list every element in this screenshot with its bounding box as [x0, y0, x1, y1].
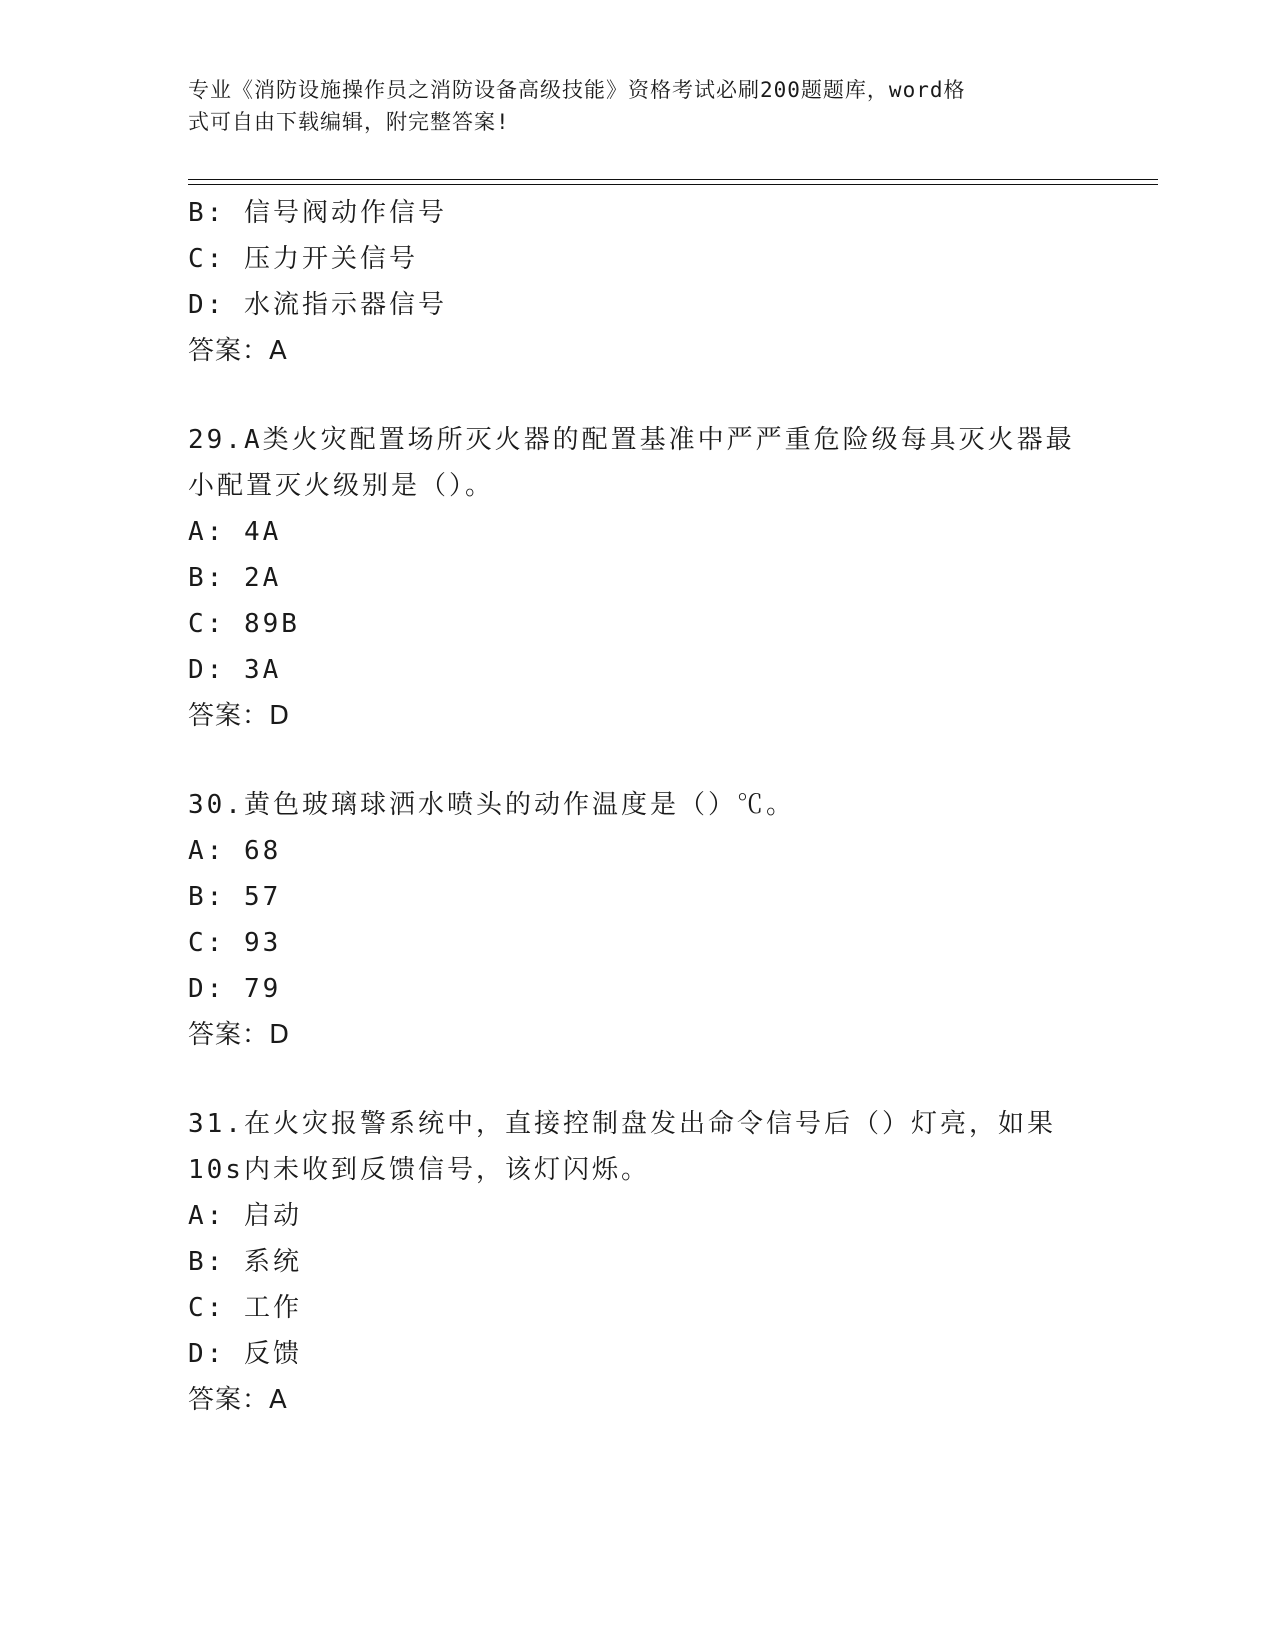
- option-d: D: 水流指示器信号: [188, 290, 447, 320]
- question-30: [188, 782, 1088, 1058]
- header-line-2: 式可自由下载编辑，附完整答案!: [188, 110, 510, 134]
- option-d: D: 反馈: [188, 1339, 302, 1369]
- question-stem: 29.A类火灾配置场所灭火器的配置基准中严严重危险级每具灭火器最: [188, 425, 1075, 455]
- prev-question-block: [188, 190, 1088, 374]
- option-b: B: 系统: [188, 1247, 302, 1277]
- document-header: [188, 74, 1068, 138]
- question-stem-cont: 10s内未收到反馈信号，该灯闪烁。: [188, 1155, 650, 1185]
- option-a: A: 4A: [188, 517, 282, 547]
- question-stem-cont: 小配置灭火级别是（）。: [188, 471, 495, 501]
- option-b: B: 2A: [188, 563, 282, 593]
- header-divider-top: [188, 179, 1158, 180]
- question-stem: 30.黄色玻璃球洒水喷头的动作温度是（）℃。: [188, 790, 795, 820]
- option-d: D: 79: [188, 974, 282, 1004]
- question-stem: 31.在火灾报警系统中，直接控制盘发出命令信号后（）灯亮，如果: [188, 1109, 1056, 1139]
- answer-line: 答案：D: [188, 701, 291, 731]
- option-d: D: 3A: [188, 655, 282, 685]
- header-line-1: 专业《消防设施操作员之消防设备高级技能》资格考试必刷200题题库，word格: [188, 78, 966, 102]
- answer-line: 答案：D: [188, 1020, 291, 1050]
- question-list: [188, 190, 1088, 1423]
- answer-line: 答案：A: [188, 1385, 288, 1415]
- header-divider-bottom: [188, 184, 1158, 185]
- option-a: A: 68: [188, 836, 282, 866]
- option-c: C: 93: [188, 928, 282, 958]
- option-b: B: 信号阀动作信号: [188, 198, 447, 228]
- option-c: C: 工作: [188, 1293, 302, 1323]
- answer-line: 答案：A: [188, 336, 288, 366]
- option-b: B: 57: [188, 882, 282, 912]
- option-c: C: 89B: [188, 609, 300, 639]
- question-29: [188, 417, 1088, 739]
- question-31: [188, 1101, 1088, 1423]
- option-a: A: 启动: [188, 1201, 302, 1231]
- option-c: C: 压力开关信号: [188, 244, 418, 274]
